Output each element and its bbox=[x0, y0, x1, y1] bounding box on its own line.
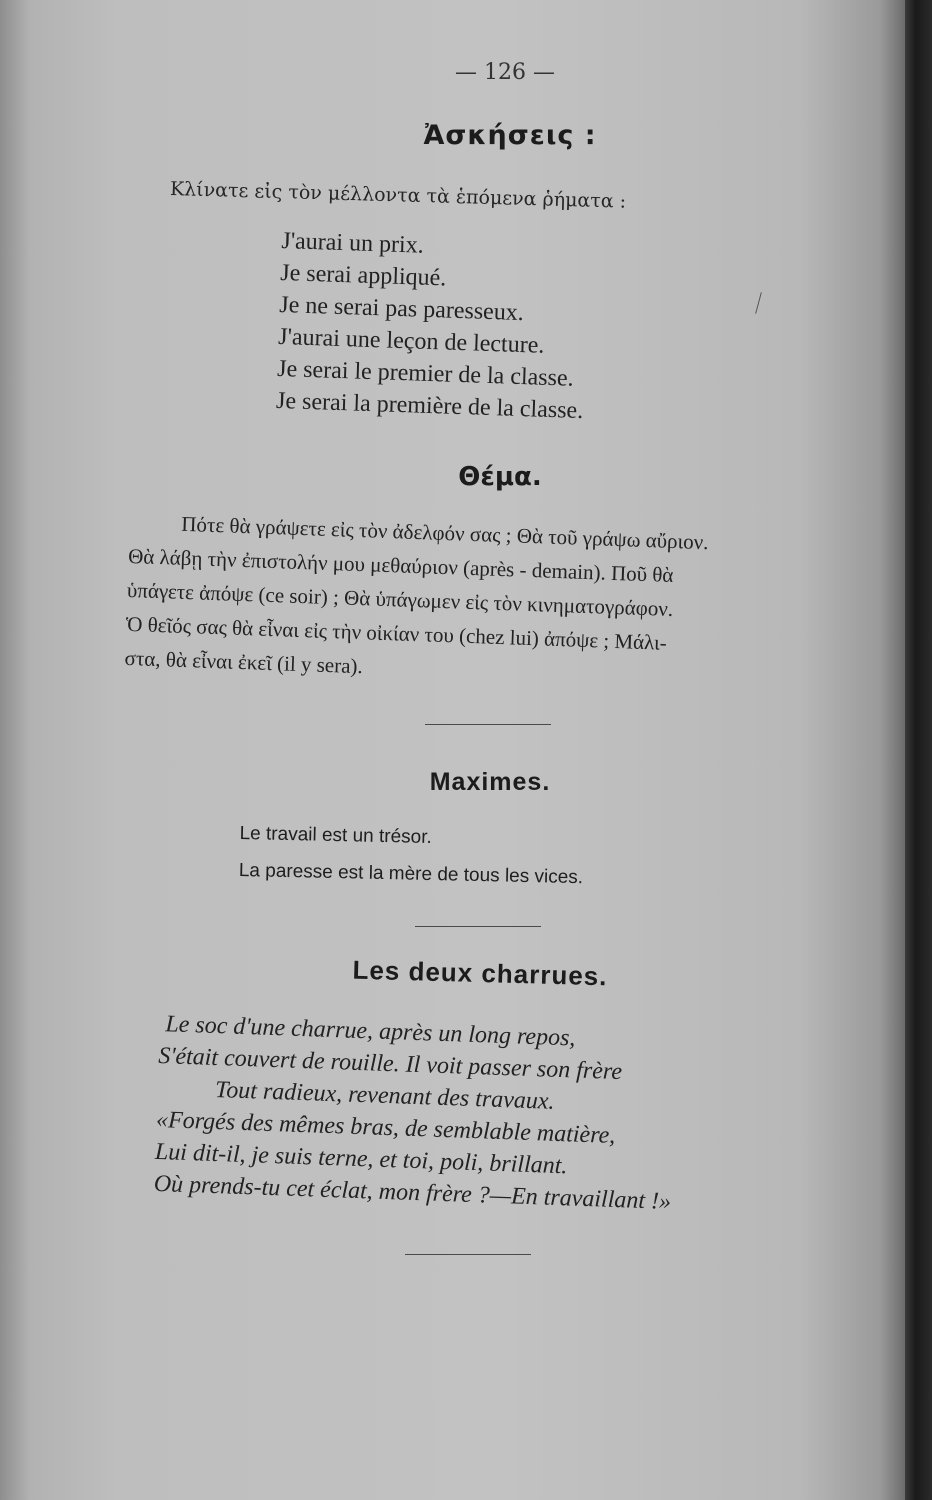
theme-line: Ὁ θεῖός σας θὰ εἶναι εἰς τὴν οἰκίαν του (chez lui) ἀπόψε ; Μάλι- bbox=[125, 611, 668, 655]
pencil-mark bbox=[755, 292, 762, 314]
section-divider bbox=[415, 926, 541, 927]
exercises-heading: Ἀσκήσεις : bbox=[423, 120, 597, 151]
page-number: — 126 — bbox=[455, 60, 555, 85]
poem-verses bbox=[153, 1008, 677, 1218]
exercise-line: Je ne serai pas paresseux. bbox=[278, 291, 525, 327]
maximes-list bbox=[238, 815, 584, 896]
exercise-line: Je serai appliqué. bbox=[279, 259, 447, 292]
poem-line: Le soc d'une charrue, après un long repos, bbox=[164, 1011, 576, 1052]
maxime-line: Le travail est un trésor. bbox=[239, 822, 433, 849]
poem-line: Lui dit-il, je suis terne, et toi, poli, brillant. bbox=[154, 1138, 568, 1180]
theme-heading: Θέμα. bbox=[458, 462, 542, 492]
maxime-line: La paresse est la mère de tous les vices. bbox=[238, 859, 584, 889]
exercise-line: J'aurai un prix. bbox=[281, 227, 425, 259]
exercise-line: Je serai la première de la classe. bbox=[275, 387, 584, 425]
poem-line: S'était couvert de rouille. Il voit passer son frère bbox=[157, 1042, 623, 1086]
exercise-line: J'aurai une leçon de lecture. bbox=[277, 323, 545, 359]
theme-line: στα, θὰ εἶναι ἐκεῖ (il y sera). bbox=[124, 645, 364, 679]
poem-line: «Forgés des mêmes bras, de semblable matière, bbox=[155, 1106, 616, 1149]
maximes-heading: Maximes. bbox=[429, 768, 551, 796]
theme-line: ὑπάγετε ἀπόψε (ce soir) ; Θὰ ὑπάγωμεν εἰς τὸν κινηματογράφον. bbox=[126, 577, 674, 622]
theme-line: Θὰ λάβῃ τὴν ἐπιστολήν μου μεθαύριον (après - demain). Ποῦ θὰ bbox=[127, 543, 674, 588]
exercises-instruction: Κλίνατε εἰς τὸν μέλλοντα τὰ ἑπόμενα ῥήματα : bbox=[169, 178, 627, 213]
theme-paragraph bbox=[124, 505, 879, 701]
book-binding-edge bbox=[905, 0, 932, 1500]
poem-line: Tout radieux, revenant des travaux. bbox=[214, 1076, 555, 1115]
exercise-sentences bbox=[276, 225, 589, 427]
exercise-line: Je serai le premier de la classe. bbox=[276, 355, 575, 392]
section-divider bbox=[425, 724, 551, 725]
section-divider bbox=[405, 1254, 531, 1255]
theme-line: Πότε θὰ γράψετε εἰς τὸν ἀδελφόν σας ; Θὰ τοῦ γράψω αὔριον. bbox=[180, 511, 709, 555]
poem-heading: Les deux charrues. bbox=[352, 954, 608, 992]
poem-line: Où prends-tu cet éclat, mon frère ?—En travaillant !» bbox=[153, 1170, 672, 1215]
